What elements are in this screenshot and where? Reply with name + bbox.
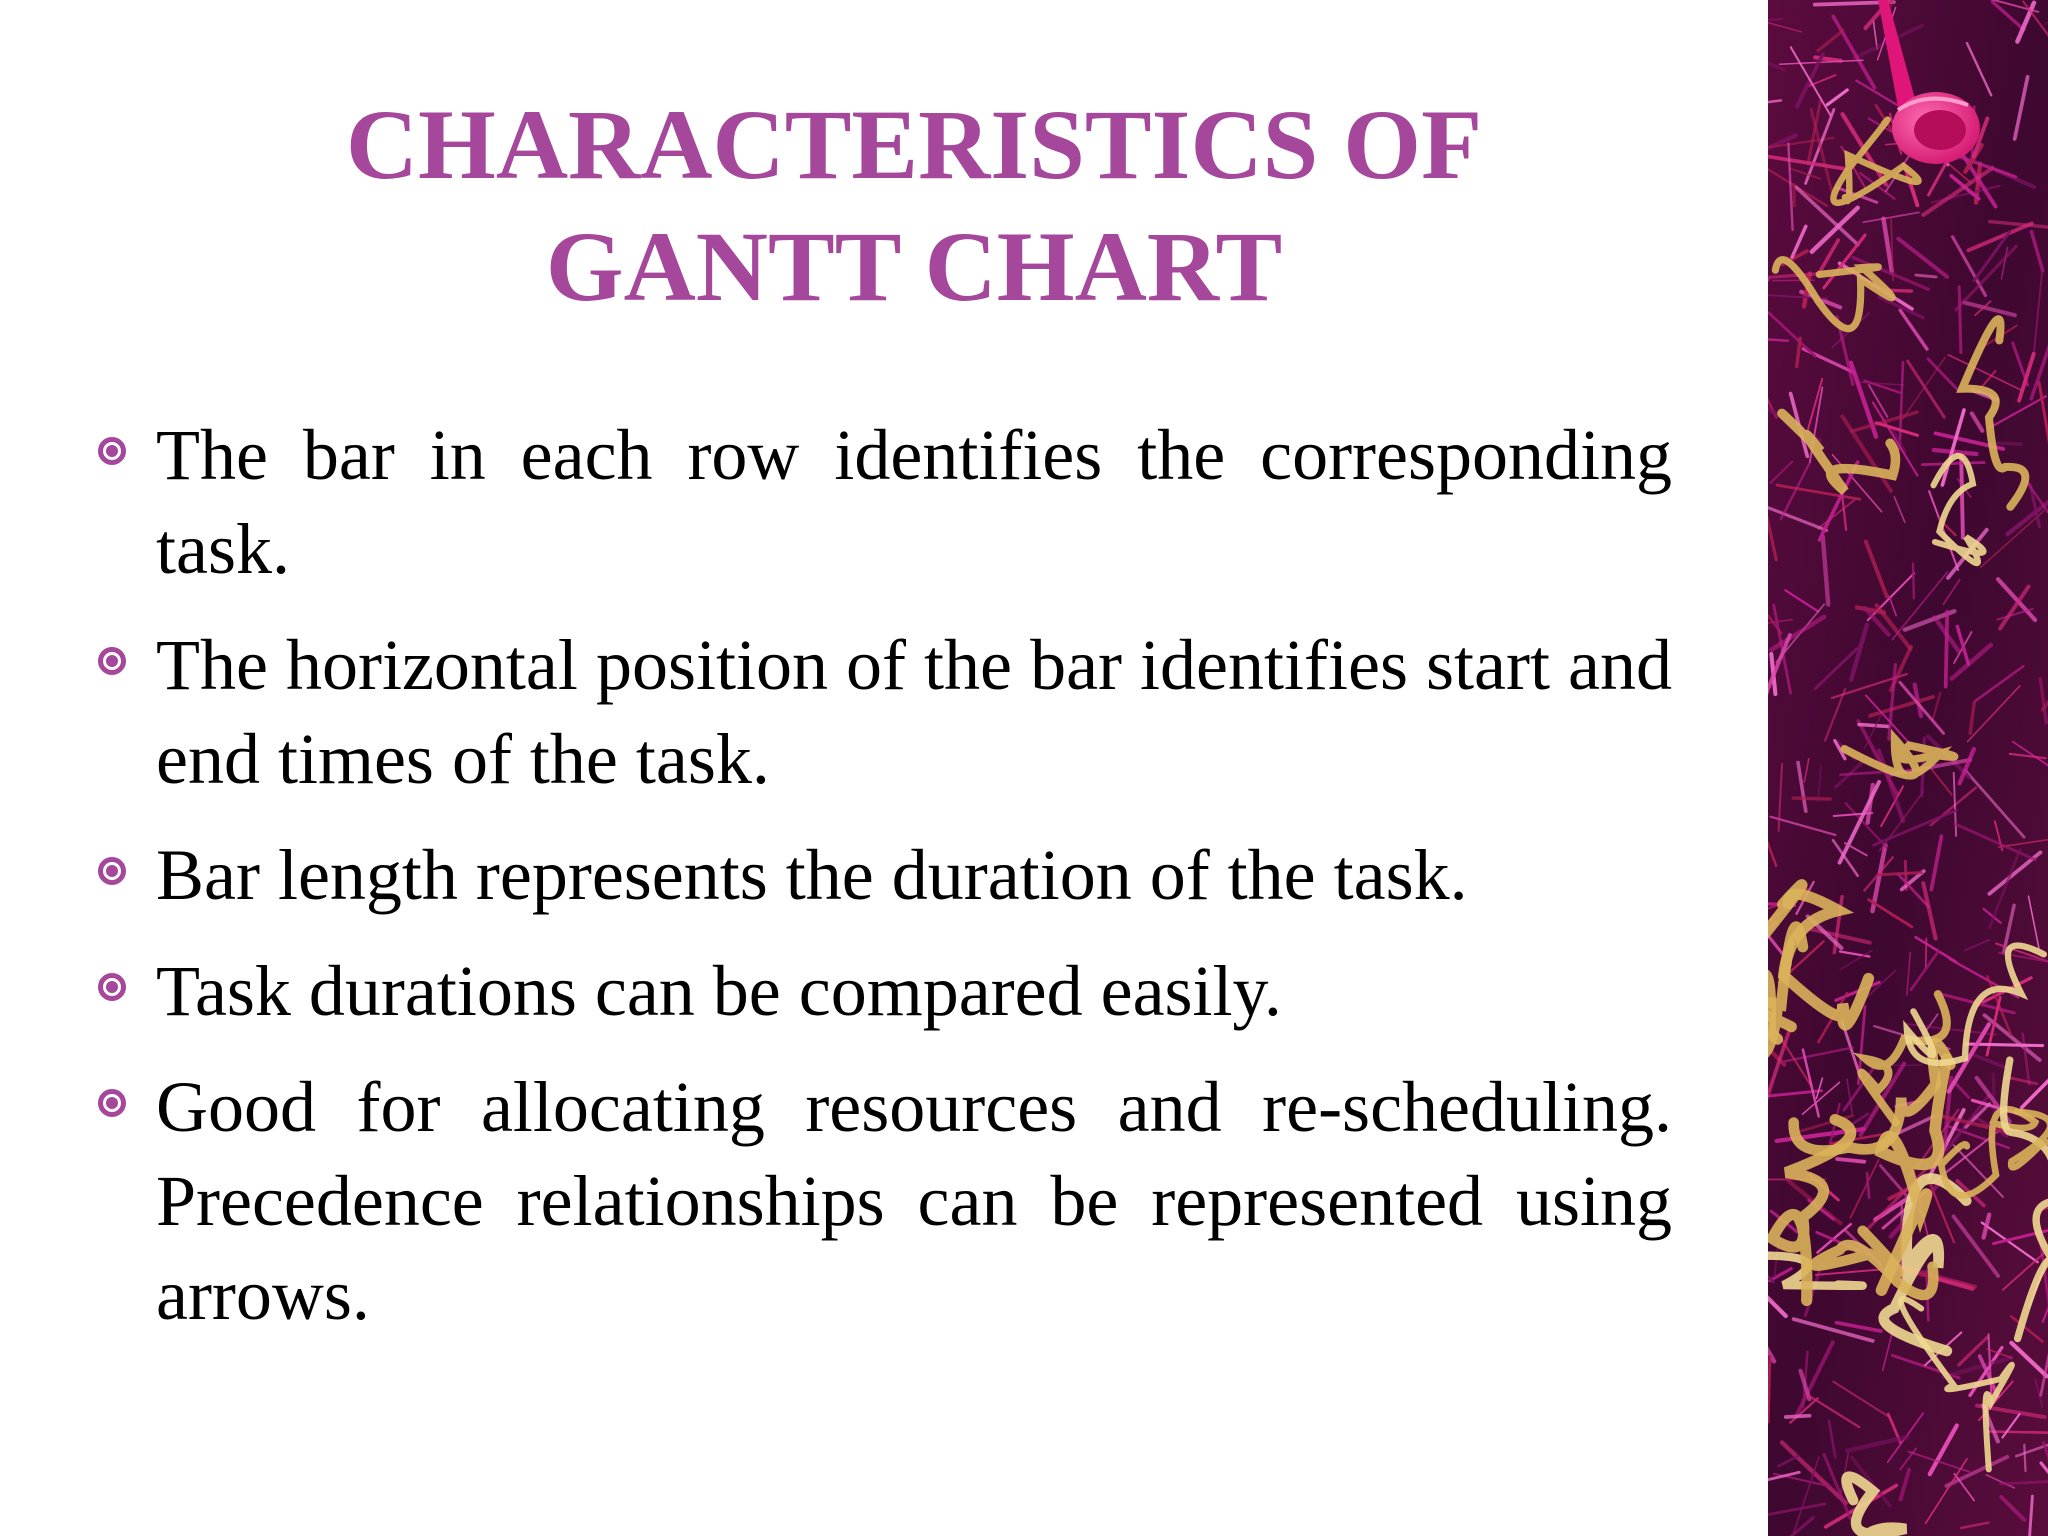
bullet-text-3: Bar length represents the duration of the task.	[156, 835, 1468, 915]
title-line-1: CHARACTERISTICS OF	[345, 89, 1483, 200]
tinsel-strand	[1946, 612, 1948, 687]
bullet-item-4	[98, 944, 1672, 1038]
bullet-text-2: The horizontal position of the bar identifies start and end times of the task.	[156, 625, 1672, 799]
party-streamers-image	[1768, 0, 2048, 1536]
bullet-list	[98, 408, 1672, 1364]
tinsel-strand	[1959, 287, 1961, 353]
tinsel-strand	[2024, 1445, 2025, 1471]
title-line-2: GANTT CHART	[545, 211, 1283, 322]
tinsel-strand	[1961, 456, 1963, 538]
circled-dot-icon	[98, 647, 126, 675]
tinsel-strand	[1913, 564, 1914, 599]
tinsel-strand	[1786, 1416, 1810, 1417]
bullet-item-3	[98, 828, 1672, 922]
tinsel-strand	[1916, 275, 1936, 277]
circled-dot-icon	[98, 973, 126, 1001]
slide-title	[0, 84, 1828, 328]
tinsel-strand	[1859, 725, 1888, 727]
bullet-item-2	[98, 618, 1672, 806]
tinsel-strand	[1989, 1432, 2048, 1433]
bullet-text-4: Task durations can be compared easily.	[156, 951, 1282, 1031]
bullet-text-1: The bar in each row identifies the corresponding task.	[156, 415, 1672, 589]
tinsel-strand	[1794, 185, 1795, 206]
bullet-item-5	[98, 1060, 1672, 1342]
bullet-item-1	[98, 408, 1672, 596]
circled-dot-icon	[98, 857, 126, 885]
circled-dot-icon	[98, 437, 126, 465]
bullet-text-5: Good for allocating resources and re-scheduling. Precedence relationships can be represented using arrows.	[156, 1067, 1672, 1335]
tinsel-strand	[1926, 939, 1927, 967]
tinsel-strand	[1837, 1159, 1864, 1162]
tinsel-strand	[1793, 798, 1830, 799]
circled-dot-icon	[98, 1089, 126, 1117]
tinsel-strand	[1768, 1356, 1770, 1422]
